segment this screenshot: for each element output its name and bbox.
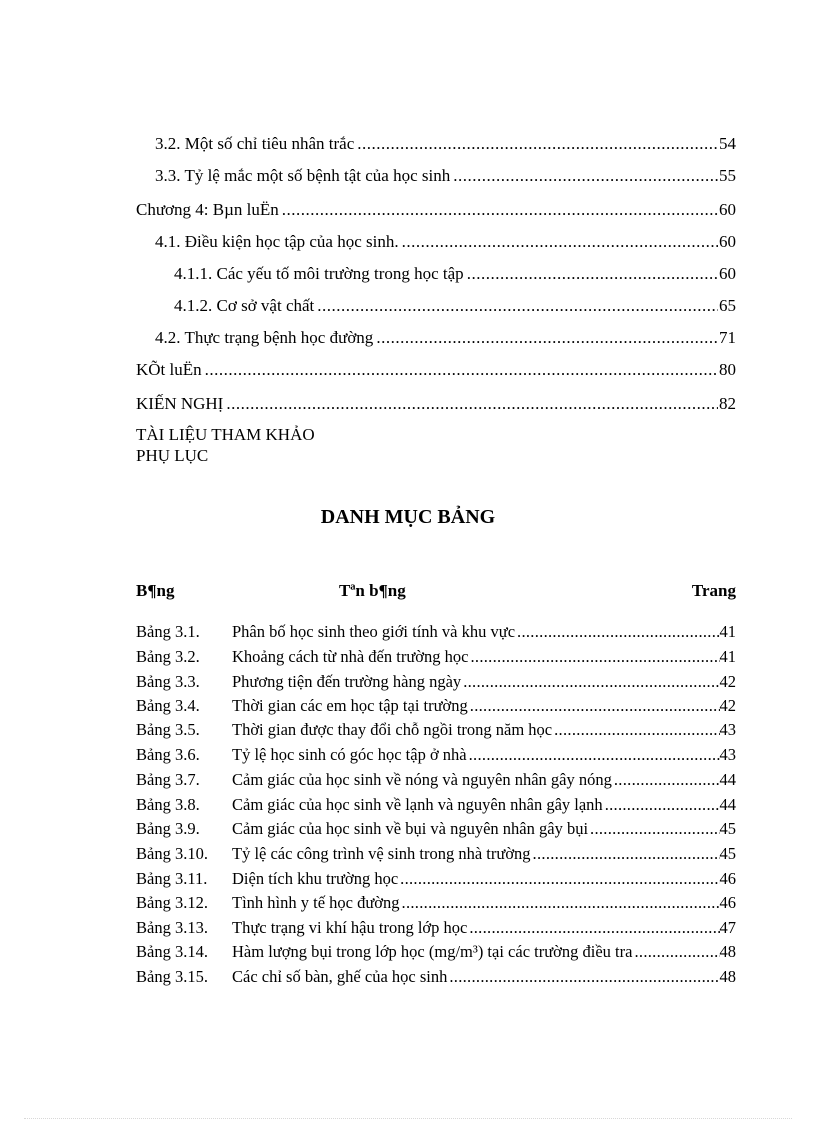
toc-leader [226,394,718,414]
table-code: Bảng 3.6. [136,745,200,764]
page-bottom-rule [24,1118,792,1119]
toc-leader [282,200,718,220]
table-code: Bảng 3.8. [136,795,200,814]
table-code: Bảng 3.7. [136,770,200,789]
table-page: 41 [719,622,736,641]
toc-entry[interactable] [155,328,736,348]
table-page: 43 [719,745,736,764]
table-name: Khoảng cách từ nhà đến trường học [232,647,469,666]
table-name: Thời gian được thay đổi chỗ ngồi trong năm học [232,720,553,739]
table-leader [470,696,720,716]
column-header-name: Tªn b¶ng [339,581,406,600]
table-page: 48 [719,967,736,986]
table-page: 44 [719,795,736,814]
toc-leader [467,264,718,284]
toc-entry-page: 60 [719,264,736,283]
table-list-item[interactable] [136,893,736,913]
toc-entry-page: 60 [719,200,736,219]
table-name: Tỷ lệ các công trình vệ sinh trong nhà trường [232,844,531,863]
toc-leader [402,232,718,252]
table-leader [469,745,720,765]
table-leader [554,720,719,740]
toc-entry[interactable] [155,232,736,252]
table-list-item[interactable] [136,745,736,765]
toc-entry-label: 4.1. Điều kiện học tập của học sinh. [155,232,399,251]
table-list-item[interactable] [136,672,736,692]
toc-entry-page: 54 [719,134,736,153]
table-leader [463,672,719,692]
toc-entry-label: 4.2. Thực trạng bệnh học đường [155,328,374,347]
toc-entry-label: 3.2. Một số chỉ tiêu nhân trắc [155,134,355,153]
toc-entry[interactable] [155,166,736,186]
toc-appendix[interactable]: PHỤ LỤC [136,446,209,465]
toc-entry-page: 55 [719,166,736,185]
table-code: Bảng 3.3. [136,672,200,691]
table-list-item[interactable] [136,622,736,642]
table-leader [402,893,720,913]
table-list-item[interactable] [136,647,736,667]
table-code: Bảng 3.10. [136,844,208,863]
table-leader [400,869,719,889]
table-list-item[interactable] [136,720,736,740]
toc-leader [317,296,718,316]
table-code: Bảng 3.2. [136,647,200,666]
toc-entry-page: 82 [719,394,736,413]
toc-entry[interactable] [136,394,736,414]
toc-entry-label: 3.3. Tỷ lệ mắc một số bệnh tật của học sinh [155,166,451,185]
toc-entry-page: 71 [719,328,736,347]
table-name: Phương tiện đến trường hàng ngày [232,672,462,691]
table-leader [517,622,719,642]
table-name: Diện tích khu trường học [232,869,399,888]
table-list-item[interactable] [136,967,736,987]
toc-leader [453,166,718,186]
table-name: Tình hình y tế học đường [232,893,400,912]
section-title: DANH MỤC BẢNG [320,506,496,528]
table-name: Thực trạng vi khí hậu trong lớp học [232,918,468,937]
table-code: Bảng 3.14. [136,942,208,961]
table-leader [634,942,719,962]
table-page: 43 [719,720,736,739]
toc-leader [376,328,718,348]
table-page: 45 [719,819,736,838]
table-code: Bảng 3.12. [136,893,208,912]
table-name: Cảm giác của học sinh về bụi và nguyên nhân gây bụi [232,819,589,838]
toc-entry[interactable] [136,200,736,220]
table-code: Bảng 3.15. [136,967,208,986]
table-list-item[interactable] [136,918,736,938]
table-code: Bảng 3.13. [136,918,208,937]
table-leader [470,647,719,667]
table-name: Tỷ lệ học sinh có góc học tập ở nhà [232,745,467,764]
table-code: Bảng 3.9. [136,819,200,838]
table-name: Các chỉ số bàn, ghế của học sinh [232,967,448,986]
toc-entry-label: 4.1.2. Cơ sở vật chất [174,296,315,315]
table-code: Bảng 3.5. [136,720,200,739]
table-name: Cảm giác của học sinh về lạnh và nguyên nhân gây lạnh [232,795,603,814]
table-page: 45 [719,844,736,863]
table-list-item[interactable] [136,795,736,815]
table-page: 48 [719,942,736,961]
table-leader [614,770,720,790]
toc-entry[interactable] [155,134,736,154]
toc-leader [205,360,718,380]
table-list-item[interactable] [136,844,736,864]
table-page: 46 [719,869,736,888]
toc-entry-label: KÕt luËn [136,360,202,379]
table-name: Phân bố học sinh theo giới tính và khu vực [232,622,516,641]
table-list-item[interactable] [136,819,736,839]
table-list-item[interactable] [136,770,736,790]
table-code: Bảng 3.1. [136,622,200,641]
toc-entry[interactable] [174,264,736,284]
toc-entry-page: 80 [719,360,736,379]
table-leader [533,844,720,864]
table-list-item[interactable] [136,942,736,962]
toc-entry[interactable] [136,360,736,380]
table-page: 46 [719,893,736,912]
toc-entry[interactable] [174,296,736,316]
table-code: Bảng 3.11. [136,869,208,888]
toc-references[interactable]: TÀI LIỆU THAM KHẢO [136,425,315,444]
column-header-page: Trang [691,581,736,600]
table-page: 42 [719,696,736,715]
toc-entry-label: Chương 4: Bµn luËn [136,200,279,219]
table-leader [605,795,720,815]
toc-entry-label: 4.1.1. Các yếu tố môi trường trong học tập [174,264,464,283]
table-page: 42 [719,672,736,691]
table-leader [449,967,719,987]
toc-entry-page: 65 [719,296,736,315]
table-code: Bảng 3.4. [136,696,200,715]
table-page: 41 [719,647,736,666]
table-page: 47 [719,918,736,937]
table-name: Hàm lượng bụi trong lớp học (mg/m³) tại các trường điều tra [232,942,633,961]
table-list-item[interactable] [136,869,736,889]
table-leader [590,819,719,839]
table-page: 44 [719,770,736,789]
table-list-item[interactable] [136,696,736,716]
table-name: Thời gian các em học tập tại trường [232,696,468,715]
toc-entry-page: 60 [719,232,736,251]
toc-leader [357,134,718,154]
table-name: Cảm giác của học sinh về nóng và nguyên nhân gây nóng [232,770,612,789]
column-header-code: B¶ng [136,581,175,600]
table-leader [469,918,719,938]
toc-entry-label: KIẾN NGHỊ [136,394,224,413]
